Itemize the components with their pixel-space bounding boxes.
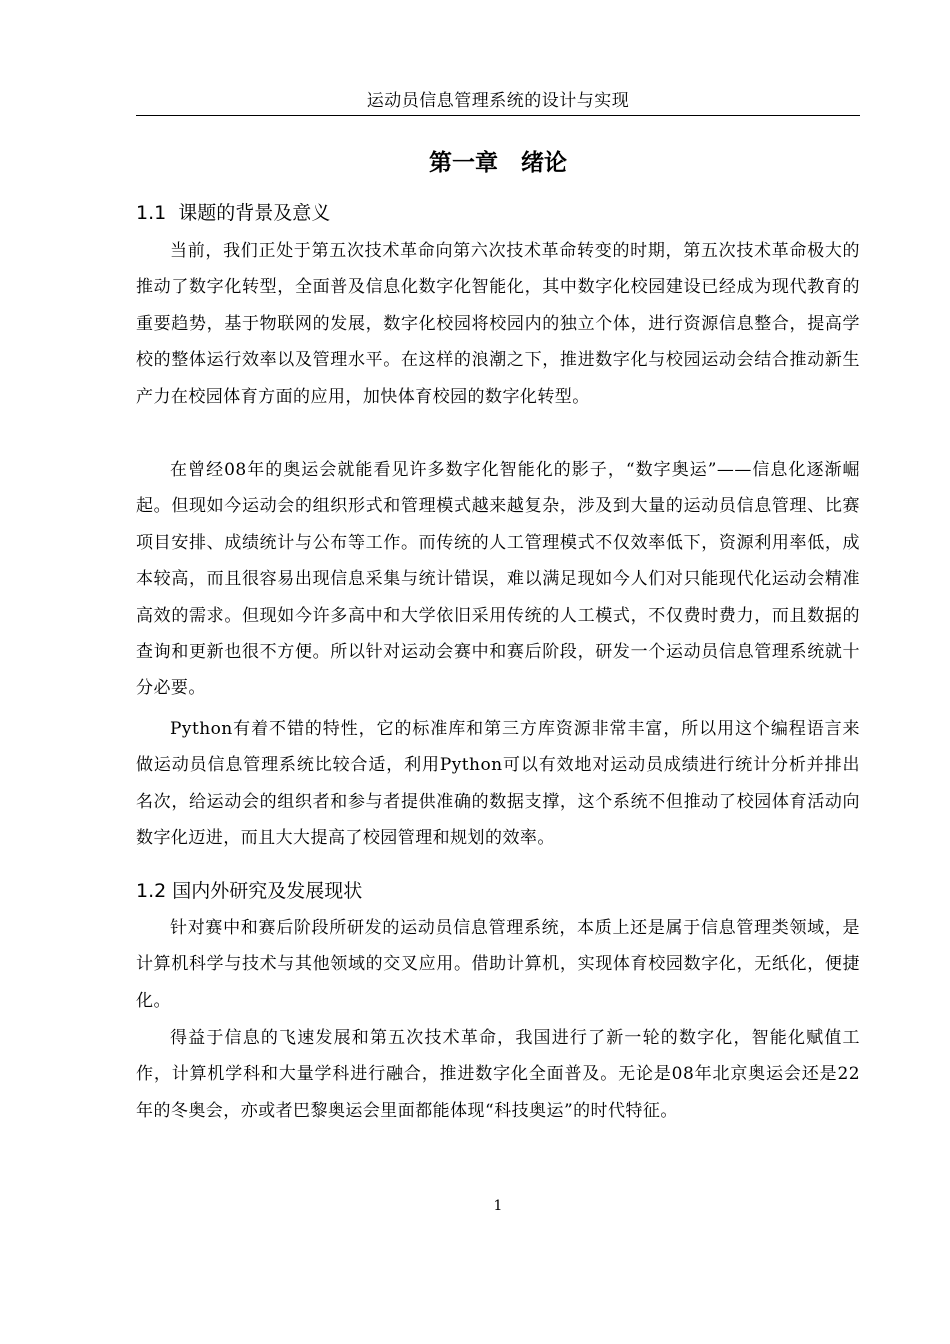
chapter-title: 第一章 绪论 <box>429 150 567 176</box>
paragraph: Python有着不错的特性，它的标准库和第三方库资源非常丰富，所以用这个编程语言来做运动员信息管理系统比较合适，利用Python可以有效地对运动员成绩进行统计分析并排出名次，给运动会的组织者和参与者提供准确的数据支撑，这个系统不但推动了校园体育活动向数字化迈进，而且大大提高了校园管理和规划的效率。 <box>136 719 860 849</box>
paragraph: 针对赛中和赛后阶段所研发的运动员信息管理系统，本质上还是属于信息管理类领域，是计算机科学与技术与其他领域的交叉应用。借助计算机，实现体育校园数字化，无纸化，便捷化。 <box>136 918 860 1011</box>
section-heading-1-1: 1.1 课题的背景及意义 <box>136 202 331 224</box>
paragraph: 得益于信息的飞速发展和第五次技术革命，我国进行了新一轮的数字化，智能化赋值工作，计算机学科和大量学科进行融合，推进数字化全面普及。无论是08年北京奥运会还是22年的冬奥会，亦或者巴黎奥运会里面都能体现“科技奥运”的时代特征。 <box>136 1028 860 1121</box>
page-number: 1 <box>493 1198 503 1214</box>
running-header: 运动员信息管理系统的设计与实现 <box>366 91 630 111</box>
section-heading-1-2: 1.2 国内外研究及发展现状 <box>136 880 363 902</box>
header-rule <box>136 115 860 116</box>
paragraph: 当前，我们正处于第五次技术革命向第六次技术革命转变的时期，第五次技术革命极大的推动了数字化转型，全面普及信息化数字化智能化，其中数字化校园建设已经成为现代教育的重要趋势，基于物联网的发展，数字化校园将校园内的独立个体，进行资源信息整合，提高学校的整体运行效率以及管理水平。在这样的浪潮之下，推进数字化与校园运动会结合推动新生产力在校园体育方面的应用，加快体育校园的数字化转型。 <box>136 241 860 407</box>
paragraph: 在曾经08年的奥运会就能看见许多数字化智能化的影子，“数字奥运”——信息化逐渐崛起。但现如今运动会的组织形式和管理模式越来越复杂，涉及到大量的运动员信息管理、比赛项目安排、成绩统计与公布等工作。而传统的人工管理模式不仅效率低下，资源利用率低，成本较高，而且很容易出现信息采集与统计错误，难以满足现如今人们对只能现代化运动会精准高效的需求。但现如今许多高中和大学依旧采用传统的人工模式，不仅费时费力，而且数据的查询和更新也很不方便。所以针对运动会赛中和赛后阶段，研发一个运动员信息管理系统就十分必要。 <box>136 460 860 699</box>
